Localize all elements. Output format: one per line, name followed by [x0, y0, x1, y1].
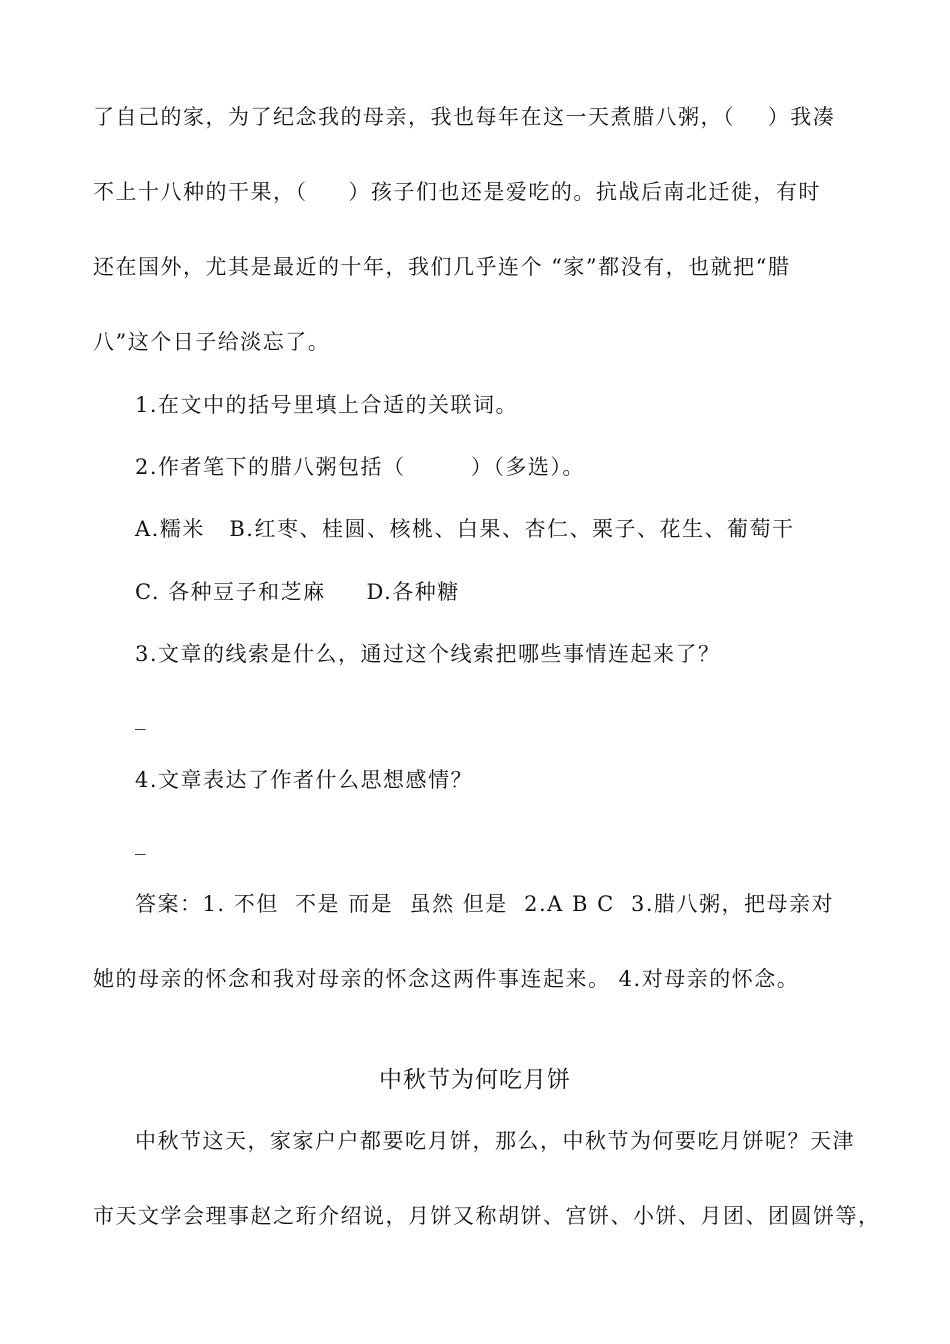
question-4: 4.文章表达了作者什么思想感情？ [135, 768, 474, 792]
question-2-options-a-b: A.糯米 B.红枣、桂圆、核桃、白果、杏仁、栗子、花生、葡萄干 [135, 517, 795, 541]
question-2: 2.作者笔下的腊八粥包括（ ）（多选）。 [135, 455, 585, 479]
section2-line-2: 市天文学会理事赵之珩介绍说，月饼又称胡饼、宫饼、小饼、月团、团圆饼等， [93, 1204, 881, 1228]
question-3: 3.文章的线索是什么，通过这个线索把哪些事情连起来了？ [135, 642, 721, 666]
question-4-answer-blank: _ [135, 831, 147, 855]
answer-line-1: 答案：1. 不但 不是 而是 虽然 但是 2.A B C 3.腊八粥，把母亲对 [135, 892, 835, 916]
answer-line-2: 她的母亲的怀念和我对母亲的怀念这两件事连起来。 4.对母亲的怀念。 [93, 967, 800, 991]
passage-line-2: 不上十八种的干果，（ ）孩子们也还是爱吃的。抗战后南北迁徙，有时 [93, 180, 821, 204]
section2-line-1: 中秋节这天，家家户户都要吃月饼，那么，中秋节为何要吃月饼呢？天津 [135, 1129, 855, 1153]
question-3-answer-blank: _ [135, 706, 147, 730]
passage-line-3: 还在国外，尤其是最近的十年，我们几乎连个 “家”都没有，也就把“腊 [93, 255, 791, 279]
question-2-options-c-d: C. 各种豆子和芝麻 D.各种糖 [135, 580, 460, 604]
section-title: 中秋节为何吃月饼 [379, 1067, 571, 1093]
passage-line-4: 八”这个日子给淡忘了。 [93, 330, 331, 354]
question-1: 1.在文中的括号里填上合适的关联词。 [135, 393, 519, 417]
passage-line-1: 了自己的家，为了纪念我的母亲，我也每年在这一天煮腊八粥，（ ）我凑 [93, 105, 836, 129]
